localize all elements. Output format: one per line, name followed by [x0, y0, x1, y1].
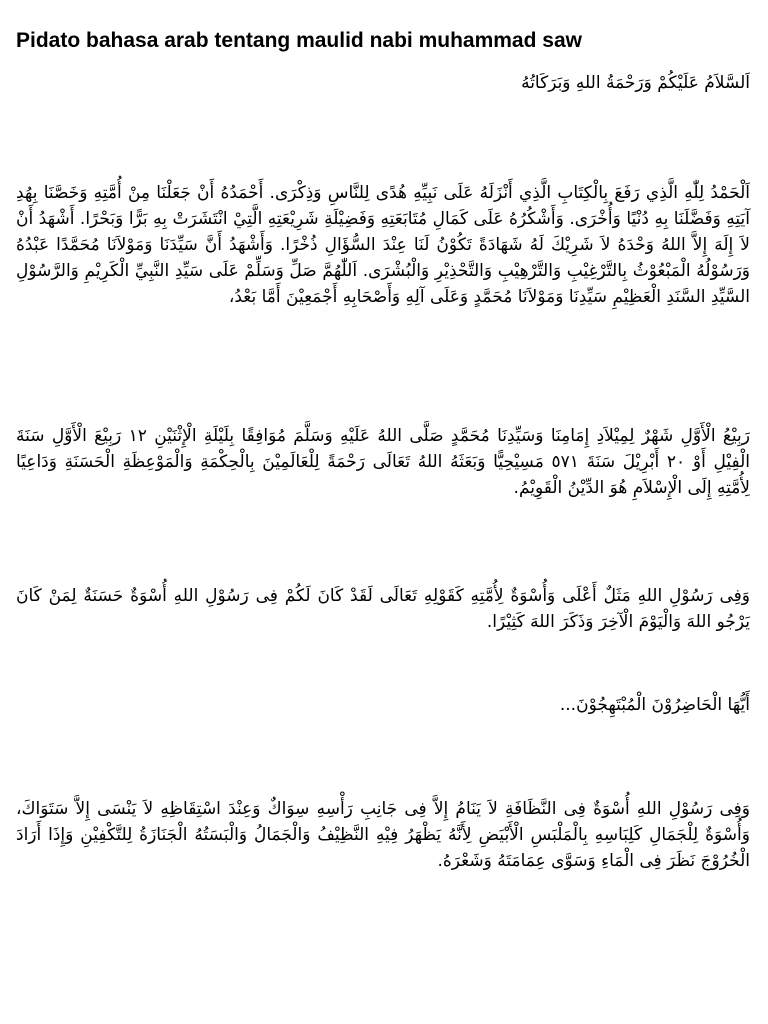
paragraph-greeting: اَلسَّلاَمُ عَلَيْكُمْ وَرَحْمَةُ اللهِ وَبَرَكَاتُهُ	[521, 73, 750, 93]
document-title: Pidato bahasa arab tentang maulid nabi muhammad saw	[16, 29, 582, 52]
paragraph-cleanliness: وَفِى رَسُوْلِ اللهِ أُسْوَةٌ فِى النَّظَافَةِ لاَ يَنَامُ إِلاَّ فِى جَانِبِ رَأْسِهِ سِوَاكٌ وَعِنْدَ اسْتِقَاظِهِ لاَ يَنْسَى إِلاَّ سَتَوَاكَ، وَأُسْوَةٌ لِلْجَمَالِ كَلِبَاسِهِ بِالْمَلْبَسِ الْأَبْيَضِ لِأَنَّهُ يَظْهَرُ فِيْهِ النَّظِيْفُ وَالْجَمَالُ وَالْبَسَتُهُ الْجَنَازَةُ لِلتَّكْفِيْنِ وَإِذَا أَرَادَ الْخُرُوْجَ نَظَرَ فِى الْمَاءِ وَسَوَّى عِمَامَتَهُ وَشَعْرَهُ.	[16, 799, 750, 871]
paragraph-rabiul-awwal: رَبِيْعُ الْأَوَّلِ شَهْرٌ لِمِيْلاَدِ إِمَامِنَا وَسَيِّدِنَا مُحَمَّدٍ صَلَّى اللهُ عَلَيْهِ وَسَلَّمَ مُوَافِقًا بِلَيْلَةِ الْإِثْنَيْنِ ١٢ رَبِيْعَ الْأَوَّلِ سَنَةَ الْفِيْلِ أَوْ ٢٠ أَبْرِيْلَ سَنَةَ ٥٧١ مَسِيْحِيًّا وَبَعَثَهُ اللهُ تَعَالَى رَحْمَةً لِلْعَالَمِيْنَ بِالْحِكْمَةِ وَالْمَوْعِظَةِ الْحَسَنَةِ وَدَاعِيًا لِأُمَّتِهِ إِلَى الْإِسْلاَمِ هُوَ الدِّيْنُ الْقَوِيْمُ.	[16, 426, 750, 498]
paragraph-audience-address: أَيُّهَا الْحَاضِرُوْنَ الْمُبْتَهِجُوْنَ...	[559, 695, 750, 715]
paragraph-uswah-hasanah: وَفِى رَسُوْلِ اللهِ مَثَلٌ أَعْلَى وَأُسْوَةٌ لِأُمَّتِهِ كَقَوْلِهِ تَعَالَى لَقَدْ كَانَ لَكُمْ فِى رَسُوْلِ اللهِ أُسْوَةٌ حَسَنَةٌ لِمَنْ كَانَ يَرْجُو اللهَ وَالْيَوْمَ الْآخِرَ وَذَكَرَ اللهَ كَثِيْرًا.	[16, 586, 750, 632]
paragraph-praise: اَلْحَمْدُ لِلّٰهِ الَّذِي رَفَعَ بِالْكِتَابِ الَّذِي أَنْزَلَهُ عَلَى نَبِيِّهِ هُدًى لِلنَّاسِ وَذِكْرَى. أَحْمَدُهُ أَنْ جَعَلْنَا مِنْ أُمَّتِهِ وَخَصَّنَا بِهُدِ آيَتِهِ وَفَضَّلَنَا بِهِ دُنْيًا وَأُخْرَى. وَأَشْكُرُهُ عَلَى كَمَالِ مُتَابَعَتِهِ وَفَضِيْلَةِ شَرِيْعَتِهِ الَّتِيْ انْتَشَرَتْ بِهِ بَرًّا وَبَحْرًا. أَشْهَدُ أَنْ لاَ إِلَهَ إِلاَّ اللهُ وَحْدَهُ لاَ شَرِيْكَ لَهُ شَهَادَةً تَكُوْنُ لَنَا عِنْدَ السُّؤَالِ ذُخْرًا. وَأَشْهَدُ أَنَّ سَيِّدَنَا وَمَوْلاَنَا مُحَمَّدًا عَبْدُهُ وَرَسُوْلُهُ الْمَبْعُوْثُ بِالتَّرْغِيْبِ وَالتَّرْهِيْبِ وَالتَّحْذِيْرِ وَالْبُشْرَى. اَللّٰهُمَّ صَلِّ وَسَلِّمْ عَلَى سَيِّدِ النَّبِيِّ الْكَرِيْمِ وَالرَّسُوْلِ السَّيِّدِ السَّنَدِ الْعَظِيْمِ سَيِّدِنَا وَمَوْلاَنَا مُحَمَّدٍ وَعَلَى آلِهِ وَأَصْحَابِهِ أَجْمَعِيْنَ أَمَّا بَعْدُ،	[16, 183, 750, 307]
